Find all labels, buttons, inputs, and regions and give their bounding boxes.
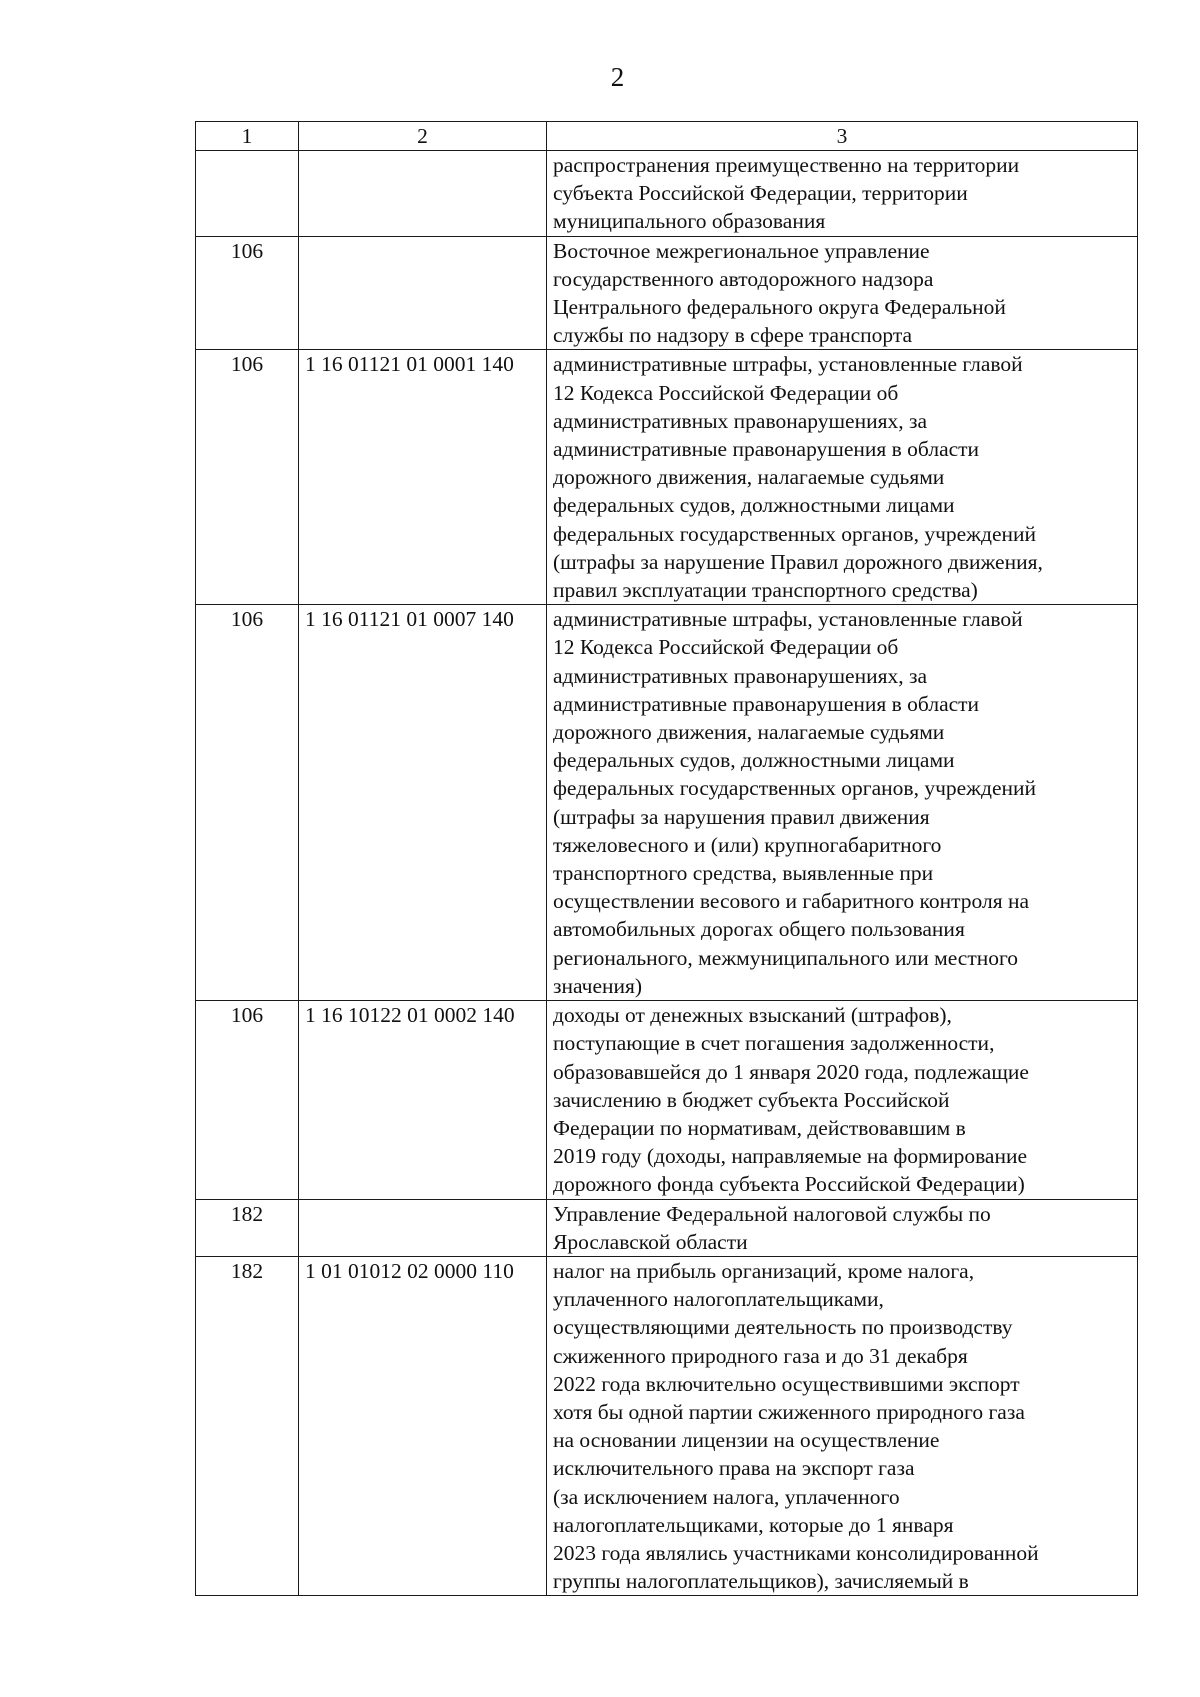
description-line: (штрафы за нарушение Правил дорожного движения, [553, 549, 1043, 574]
description-line: субъекта Российской Федерации, территории [553, 181, 968, 206]
kbk-code-cell [299, 151, 547, 237]
description-cell [547, 350, 1138, 605]
column-header-2: 2 [299, 122, 547, 151]
description-line: 2023 года являлись участниками консолидированной [553, 1540, 1039, 1565]
description-cell [547, 605, 1138, 1001]
admin-code-cell: 182 [196, 1256, 299, 1595]
description-line: государственного автодорожного надзора [553, 266, 934, 291]
description-line: регионального, межмуниципального или местного [553, 945, 1019, 970]
admin-code-cell: 106 [196, 236, 299, 350]
table-row [196, 605, 1138, 1001]
description-line: сжиженного природного газа и до 31 декабря [553, 1343, 968, 1368]
description-line: административных правонарушениях, за [553, 663, 928, 688]
description-line: Федерации по нормативам, действовавшим в [553, 1115, 966, 1140]
description-line: 2022 года включительно осуществившими экспорт [553, 1371, 1020, 1396]
description-line: 12 Кодекса Российской Федерации об [553, 380, 899, 405]
description-line: уплаченного налогоплательщиками, [553, 1287, 884, 1312]
description-line: исключительного права на экспорт газа [553, 1456, 915, 1481]
table-row [196, 1001, 1138, 1199]
admin-code-cell [196, 151, 299, 237]
description-line: группы налогоплательщиков), зачисляемый в [553, 1569, 969, 1594]
description-line: (штрафы за нарушения правил движения [553, 804, 930, 829]
description-line: поступающие в счет погашения задолженности, [553, 1031, 995, 1056]
description-line: федеральных государственных органов, учреждений [553, 776, 1037, 801]
column-header-1: 1 [196, 122, 299, 151]
description-line: (за исключением налога, уплаченного [553, 1484, 900, 1509]
table-row [196, 236, 1138, 350]
table-row [196, 1199, 1138, 1256]
page-number: 2 [610, 62, 625, 92]
description-line: Центрального федерального округа Федеральной [553, 295, 1006, 320]
description-line: автомобильных дорогах общего пользования [553, 917, 965, 942]
description-line: доходы от денежных взысканий (штрафов), [553, 1003, 952, 1028]
description-line: осуществляющими деятельность по производству [553, 1315, 1013, 1340]
kbk-code-cell: 1 16 01121 01 0007 140 [299, 605, 547, 1001]
description-line: административные правонарушения в области [553, 437, 980, 462]
description-line: федеральных судов, должностными лицами [553, 493, 955, 518]
kbk-code-cell: 1 01 01012 02 0000 110 [299, 1256, 547, 1595]
description-line: транспортного средства, выявленные при [553, 861, 934, 886]
table-row [196, 1256, 1138, 1595]
description-cell [547, 1199, 1138, 1256]
description-cell [547, 236, 1138, 350]
description-line: на основании лицензии на осуществление [553, 1428, 940, 1453]
description-line: муниципального образования [553, 209, 826, 234]
description-line: правил эксплуатации транспортного средства) [553, 578, 978, 603]
description-line: федеральных государственных органов, учреждений [553, 521, 1037, 546]
kbk-code-cell: 1 16 01121 01 0001 140 [299, 350, 547, 605]
description-line: дорожного фонда субъекта Российской Федерации) [553, 1172, 1025, 1197]
table-header-row [196, 122, 1138, 151]
description-line: распространения преимущественно на территории [553, 153, 1020, 177]
description-line: зачислению в бюджет субъекта Российской [553, 1087, 950, 1112]
admin-code-cell: 106 [196, 605, 299, 1001]
description-line: дорожного движения, налагаемые судьями [553, 720, 945, 745]
description-line: дорожного движения, налагаемые судьями [553, 465, 945, 490]
kbk-code-cell: 1 16 10122 01 0002 140 [299, 1001, 547, 1199]
description-cell [547, 151, 1138, 237]
admin-code-cell: 106 [196, 350, 299, 605]
description-line: налогоплательщиками, которые до 1 января [553, 1512, 954, 1537]
description-line: административных правонарушениях, за [553, 408, 928, 433]
admin-code-cell: 182 [196, 1199, 299, 1256]
description-cell [547, 1256, 1138, 1595]
description-line: Восточное межрегиональное управление [553, 238, 930, 263]
description-line: федеральных судов, должностными лицами [553, 748, 955, 773]
description-line: Управление Федеральной налоговой службы по [553, 1201, 991, 1226]
kbk-code-cell [299, 236, 547, 350]
description-line: тяжеловесного и (или) крупногабаритного [553, 832, 942, 857]
description-line: административные штрафы, установленные главой [553, 607, 1023, 632]
description-line: административные правонарушения в области [553, 691, 980, 716]
description-line: 2019 году (доходы, направляемые на формирование [553, 1144, 1028, 1169]
description-line: хотя бы одной партии сжиженного природного газа [553, 1399, 1025, 1424]
description-line: службы по надзору в сфере транспорта [553, 323, 913, 348]
column-header-3: 3 [547, 122, 1138, 151]
description-line: налог на прибыль организаций, кроме налога, [553, 1258, 975, 1283]
table-row [196, 151, 1138, 237]
description-line: образовавшейся до 1 января 2020 года, подлежащие [553, 1059, 1029, 1084]
description-cell [547, 1001, 1138, 1199]
description-line: осуществлении весового и габаритного контроля на [553, 889, 1030, 914]
budget-classification-table [195, 121, 1138, 1596]
admin-code-cell: 106 [196, 1001, 299, 1199]
description-line: значения) [553, 973, 643, 998]
description-line: 12 Кодекса Российской Федерации об [553, 635, 899, 660]
kbk-code-cell [299, 1199, 547, 1256]
description-line: административные штрафы, установленные главой [553, 352, 1023, 377]
description-line: Ярославской области [553, 1229, 748, 1254]
table-row [196, 350, 1138, 605]
